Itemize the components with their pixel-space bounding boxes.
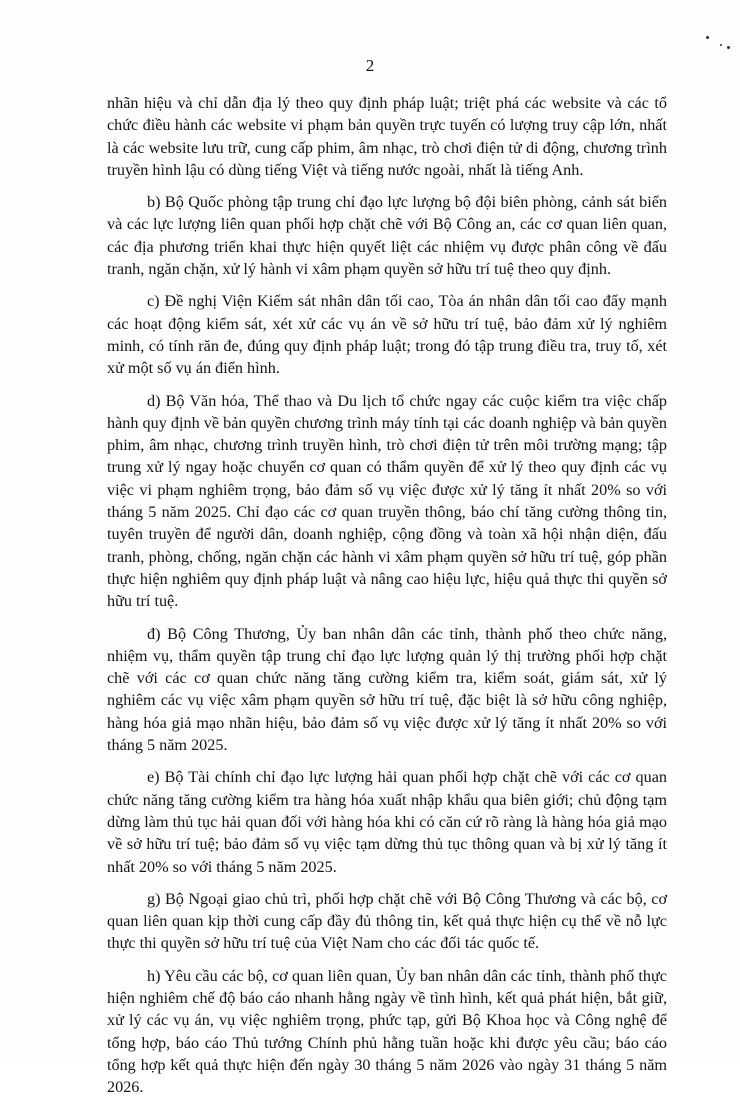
paragraph-continuation: nhãn hiệu và chỉ dẫn địa lý theo quy định pháp luật; triệt phá các website và các tổ chức điều hành các website vi phạm bản quyền trực tuyến có lượng truy cập lớn, nhất là các website lưu trữ, cung cấp phim, âm nhạc, trò chơi điện tử di động, chương trình truyền hình lậu có dùng tiếng Việt và tiếng nước ngoài, nhất là tiếng Anh. [107,94,667,179]
paragraph-c: c) Đề nghị Viện Kiểm sát nhân dân tối cao, Tòa án nhân dân tối cao đẩy mạnh các hoạt động kiểm sát, xét xử các vụ án về sở hữu trí tuệ, bảo đảm xử lý nghiêm minh, có tính răn đe, đúng quy định pháp luật; trong đó tập trung điều tra, truy tố, xét xử một số vụ án điển hình. [107,292,667,378]
scan-speck [727,46,730,49]
paragraph-dd: đ) Bộ Công Thương, Ủy ban nhân dân các tỉnh, thành phố theo chức năng, nhiệm vụ, thẩm quyền tập trung chỉ đạo lực lượng quản lý thị trường phối hợp chặt chẽ với các cơ quan chức năng tăng cường kiểm tra, kiểm soát, giám sát, xử lý nghiêm các vụ việc xâm phạm quyền sở hữu trí tuệ, đặc biệt là sở hữu công nghiệp, hàng hóa giả mạo nhãn hiệu, bảo đảm số vụ việc được xử lý tăng ít nhất 20% so với tháng 5 năm 2025. [107,624,667,755]
scan-speck [706,36,709,39]
page-number: 2 [365,56,375,75]
paragraph-b: b) Bộ Quốc phòng tập trung chỉ đạo lực lượng bộ đội biên phòng, cảnh sát biển và các lực lượng liên quan phối hợp chặt chẽ với Bộ Công an, các cơ quan liên quan, các địa phương triển khai thực hiện quyết liệt các nhiệm vụ được phân công về đấu tranh, ngăn chặn, xử lý hành vi xâm phạm quyền sở hữu trí tuệ theo quy định. [107,193,667,279]
paragraph-e: e) Bộ Tài chính chỉ đạo lực lượng hải quan phối hợp chặt chẽ với các cơ quan chức năng tăng cường kiểm tra hàng hóa xuất nhập khẩu qua biên giới; chủ động tạm dừng làm thủ tục hải quan đối với hàng hóa khi có căn cứ rõ ràng là hàng hóa giả mạo về sở hữu trí tuệ; bảo đảm số vụ việc tạm dừng thủ tục thông quan và bị xử lý tăng ít nhất 20% so với tháng 5 năm 2025. [107,768,667,876]
scan-speck [720,44,722,46]
paragraph-d: d) Bộ Văn hóa, Thể thao và Du lịch tổ chức ngay các cuộc kiểm tra việc chấp hành quy định về bản quyền chương trình máy tính tại các doanh nghiệp và bản quyền phim, âm nhạc, chương trình truyền hình, trò chơi điện tử trên môi trường mạng; tập trung xử lý ngay hoặc chuyển cơ quan có thẩm quyền để xử lý theo quy định các vụ việc vi phạm nghiêm trọng, bảo đảm số vụ việc được xử lý tăng ít nhất 20% so với tháng 5 năm 2025. Chỉ đạo các cơ quan truyền thông, báo chí tăng cường thông tin, tuyên truyền để người dân, doanh nghiệp, cộng đồng và toàn xã hội nhận diện, đấu tranh, phòng, chống, ngăn chặn các hành vi xâm phạm quyền sở hữu trí tuệ, góp phần thực hiện nghiêm quy định pháp luật và nâng cao hiệu lực, hiệu quả thực thi quyền sở hữu trí tuệ. [107,391,667,611]
paragraph-h: h) Yêu cầu các bộ, cơ quan liên quan, Ủy ban nhân dân các tỉnh, thành phố thực hiện nghiêm chế độ báo cáo nhanh hằng ngày về tình hình, kết quả phát hiện, bắt giữ, xử lý các vụ án, vụ việc nghiêm trọng, phức tạp, gửi Bộ Khoa học và Công nghệ để tổng hợp, báo cáo Thủ tướng Chính phủ hằng tuần hoặc khi được yêu cầu; báo cáo tổng hợp kết quả thực hiện đến ngày 30 tháng 5 năm 2026 vào ngày 31 tháng 5 năm 2026. [107,966,667,1097]
document-body [107,92,667,1108]
paragraph-g: g) Bộ Ngoại giao chủ trì, phối hợp chặt chẽ với Bộ Công Thương và các bộ, cơ quan liên quan kịp thời cung cấp đầy đủ thông tin, kết quả thực hiện cụ thể về nỗ lực thực thi quyền sở hữu trí tuệ của Việt Nam cho các đối tác quốc tế. [107,889,667,953]
